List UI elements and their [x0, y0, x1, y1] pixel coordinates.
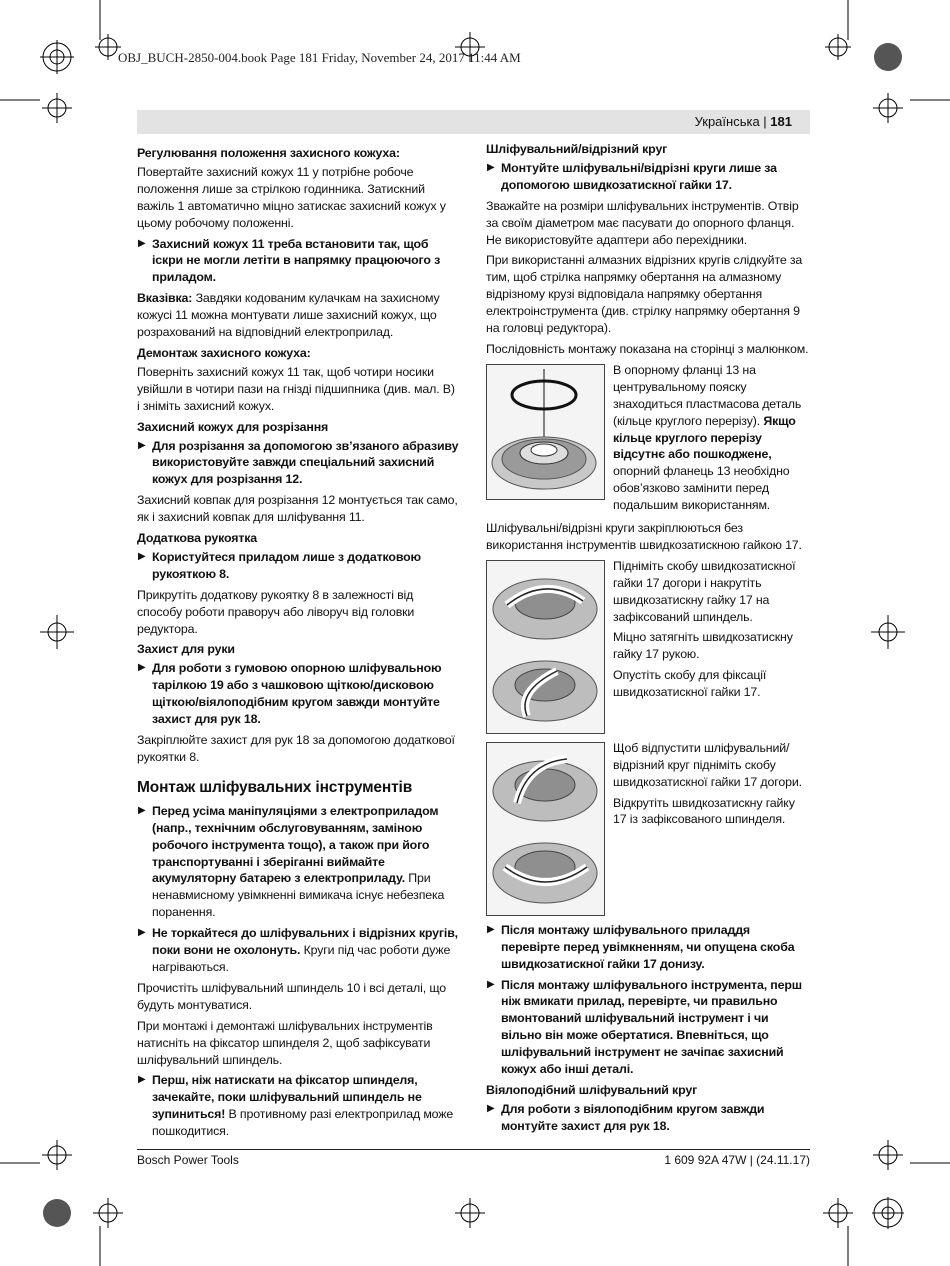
header-language: Українська [694, 114, 760, 129]
warning-text: Користуйтеся приладом лише з додатковою рукояткою 8. [152, 549, 421, 581]
warning-rest: В противному разі електроприлад може пошкодитися. [152, 1107, 454, 1139]
paragraph: Закріплюйте захист для рук 18 за допомогою додаткової рукоятки 8. [137, 733, 455, 764]
header-separator: | [759, 114, 771, 129]
figure-nut-release [486, 740, 809, 914]
footer-rule [137, 1149, 810, 1150]
caption-part: В опорному фланці 13 на центрувальному пояску знаходиться пластмасова деталь (кільце круглого перерізу). [613, 362, 802, 428]
warning-text: Для розрізання за допомогою зв’язаного абразиву використовуйте завжди спеціальний захисний кожух для розрізання 12. [152, 438, 459, 487]
warning-text: Після монтажу шліфувального приладдя перевірте перед увімкненням, чи опущена скоба швидкозатискної гайки 17 донизу. [501, 922, 795, 971]
heading: Шліфувальний/відрізний круг [486, 142, 668, 156]
paragraph: При використанні алмазних відрізних кругів слідкуйте за тим, щоб стрілка напрямку обертання на алмазному відрізному крузі відповідала напрямку обертання електроінструмента (див. стрілку напрямку обертання 9 на головці редуктора). [486, 253, 803, 336]
note-paragraph [137, 290, 459, 341]
warning-text: Для роботи з віялоподібним кругом завжди монтуйте захист для рук 18. [501, 1101, 765, 1133]
paragraph: Зважайте на розміри шліфувальних інструментів. Отвір за своїм діаметром має пасувати до опорного фланця. Не використовуйте адаптери або перехідники. [486, 198, 799, 247]
paragraph: При монтажі і демонтажі шліфувальних інструментів натисніть на фіксатор шпинделя 2, щоб зафіксувати шліфувальний шпиндель. [137, 1018, 433, 1067]
figure-caption [613, 740, 809, 829]
figure-nut-mount [486, 558, 809, 732]
note-label: Вказівка: [137, 291, 193, 306]
paragraph: Прикрутіть додаткову рукоятку 8 в залежності від способу роботи праворуч або ліворуч від головки редуктора. [137, 587, 415, 636]
flange-oring-illustration [486, 364, 605, 500]
heading: Віялоподібний шліфувальний круг [486, 1083, 698, 1097]
paragraph: Захисний ковпак для розрізання 12 монтується так само, як і захисний ковпак для шліфування 11. [137, 493, 458, 525]
caption-step: Підніміть скобу швидкозатискної гайки 17 догори і накрутіть швидкозатискну гайку 17 на зафіксований шпиндель. [613, 558, 796, 624]
warning-item: ▶ Для роботи з гумовою опорною шліфувальною тарілкою 19 або з чашковою щіткою/дисковою щіткою/віялоподібним кругом завжди монтуйте захист для рук 18. [138, 661, 442, 727]
warning-text: Не торкайтеся до шліфувальних і відрізних кругів, поки вони не охолонуть. [152, 926, 458, 958]
warning-item: ▶ Для роботи з віялоподібним кругом завжди монтуйте захист для рук 18. [487, 1101, 765, 1133]
warning-text: Захисний кожух 11 треба встановити так, щоб іскри не могли летіти в напрямку працюючого з приладом. [152, 236, 441, 285]
figure-caption [613, 362, 809, 514]
heading: Регулювання положення захисного кожуха: [137, 146, 400, 160]
caption-step: Міцно затягніть швидкозатискну гайку 17 рукою. [613, 630, 793, 662]
caption-part: опорний фланець 13 необхідно обов’язково замінити перед подальшим використанням. [613, 464, 790, 513]
warning-item: ▶ Монтуйте шліфувальні/відрізні круги лише за допомогою швидкозатискної гайки 17. [487, 160, 777, 192]
warning-item: ▶ Для розрізання за допомогою зв’язаного абразиву використовуйте завжди спеціальний захисний кожух для розрізання 12. [138, 438, 459, 487]
running-header [695, 114, 792, 129]
figure-flange [486, 362, 809, 514]
warning-rest: Круги під час роботи дуже нагріваються. [152, 943, 451, 974]
warning-text: Перед усіма маніпуляціями з електроприладом (напр., технічним обслуговуванням, заміною робочого інструмента тощо), а також при його транспортуванні і зберіганні виймайте акумуляторну батарею з електроприладу. [152, 803, 439, 886]
warning-item: ▶ Перш, ніж натискати на фіксатор шпинделя, зачекайте, поки шліфувальний шпиндель не зупиниться! В противному разі електроприлад може пошкодитися. [138, 1073, 454, 1139]
warning-item: ▶ Після монтажу шліфувального приладдя перевірте перед увімкненням, чи опущена скоба швидкозатискної гайки 17 донизу. [487, 922, 795, 971]
caption-bold: Якщо кільце круглого перерізу відсутнє або пошкоджене, [613, 413, 796, 462]
left-column [137, 141, 459, 1144]
caption-step: Відкрутіть швидкозатискну гайку 17 із зафіксованого шпинделя. [613, 795, 795, 827]
paragraph: Повертайте захисний кожух 11 у потрібне робоче положення лише за стрілкою годинника. Затискний важіль 1 автоматично міцно затискає захисний кожух у цьому робочому положенні. [137, 164, 446, 230]
nut-mount-illustration [486, 560, 605, 734]
warning-item: ▶ Користуйтеся приладом лише з додатковою рукояткою 8. [138, 549, 421, 581]
book-slug: OBJ_BUCH-2850-004.book Page 181 Friday, November 24, 2017 11:44 AM [118, 50, 521, 65]
warning-text: Для роботи з гумовою опорною шліфувальною тарілкою 19 або з чашковою щіткою/дисковою щіткою/віялоподібним кругом завжди монтуйте захист для рук 18. [152, 661, 442, 727]
warning-text: Після монтажу шліфувального інструмента, перш ніж вмикати прилад, перевірте, чи правильно вмонтований шліфувальний інструмент і чи вільно він може обертатися. Впевніться, що шліфувальний інструмент не зачіпає захисний кожух або інші деталі. [501, 977, 802, 1077]
warning-item: ▶ Не торкайтеся до шліфувальних і відрізних кругів, поки вони не охолонуть. Круги під час роботи дуже нагріваються. [138, 926, 458, 974]
caption-step: Опустіть скобу для фіксації швидкозатискної гайки 17. [613, 668, 767, 700]
right-column [486, 141, 809, 1139]
warning-item: ▶ Після монтажу шліфувального інструмента, перш ніж вмикати прилад, перевірте, чи правильно вмонтований шліфувальний інструмент і чи вільно він може обертатися. Впевніться, що шліфувальний інструмент не зачіпає захисний кожух або інші деталі. [487, 977, 802, 1077]
heading: Додаткова рукоятка [137, 531, 258, 546]
page-number: 181 [770, 114, 792, 129]
section-title: Монтаж шліфувальних інструментів [137, 778, 413, 796]
paragraph: Шліфувальні/відрізні круги закріплюються без використання інструментів швидкозатискною гайкою 17. [486, 521, 802, 552]
figure-caption [613, 558, 809, 701]
warning-text: Монтуйте шліфувальні/відрізні круги лише за допомогою швидкозатискної гайки 17. [501, 160, 777, 192]
heading: Демонтаж захисного кожуха: [137, 345, 311, 360]
footer-brand: Bosch Power Tools [137, 1153, 239, 1167]
note-text: Завдяки кодованим кулачкам на захисному кожусі 11 можна монтувати лише захисний кожух, що розрахований на відповідний електроприлад. [137, 291, 440, 340]
heading: Захист для руки [137, 642, 235, 657]
nut-release-illustration [486, 742, 605, 916]
paragraph: Поверніть захисний кожух 11 так, щоб чотири носики увійшли в чотири пази на гнізді підшипника (див. мал. B) і зніміть захисний кожух. [137, 364, 455, 413]
paragraph: Послідовність монтажу показана на сторінці з малюнком. [486, 341, 809, 356]
footer-docnumber: 1 609 92A 47W | (24.11.17) [664, 1153, 810, 1167]
heading: Захисний кожух для розрізання [137, 419, 329, 434]
warning-item: ▶ Перед усіма маніпуляціями з електроприладом (напр., технічним обслуговуванням, заміною робочого інструмента тощо), а також при його транспортуванні і зберіганні виймайте акумуляторну батарею з електроприладу. При ненавмисному увімкненні вимикача існує небезпека поранення. [138, 803, 445, 920]
caption-step: Щоб відпустити шліфувальний/відрізний круг підніміть скобу швидкозатискної гайки 17 догори. [613, 740, 802, 789]
paragraph: Прочистіть шліфувальний шпиндель 10 і всі деталі, що будуть монтуватися. [137, 980, 446, 1012]
warning-item: ▶ Захисний кожух 11 треба встановити так, щоб іскри не могли летіти в напрямку працюючого з приладом. [138, 236, 441, 285]
warning-rest: При ненавмисному увімкненні вимикача існує небезпека поранення. [152, 871, 445, 920]
warning-text: Перш, ніж натискати на фіксатор шпинделя, зачекайте, поки шліфувальний шпиндель не зупиниться! [152, 1073, 422, 1122]
